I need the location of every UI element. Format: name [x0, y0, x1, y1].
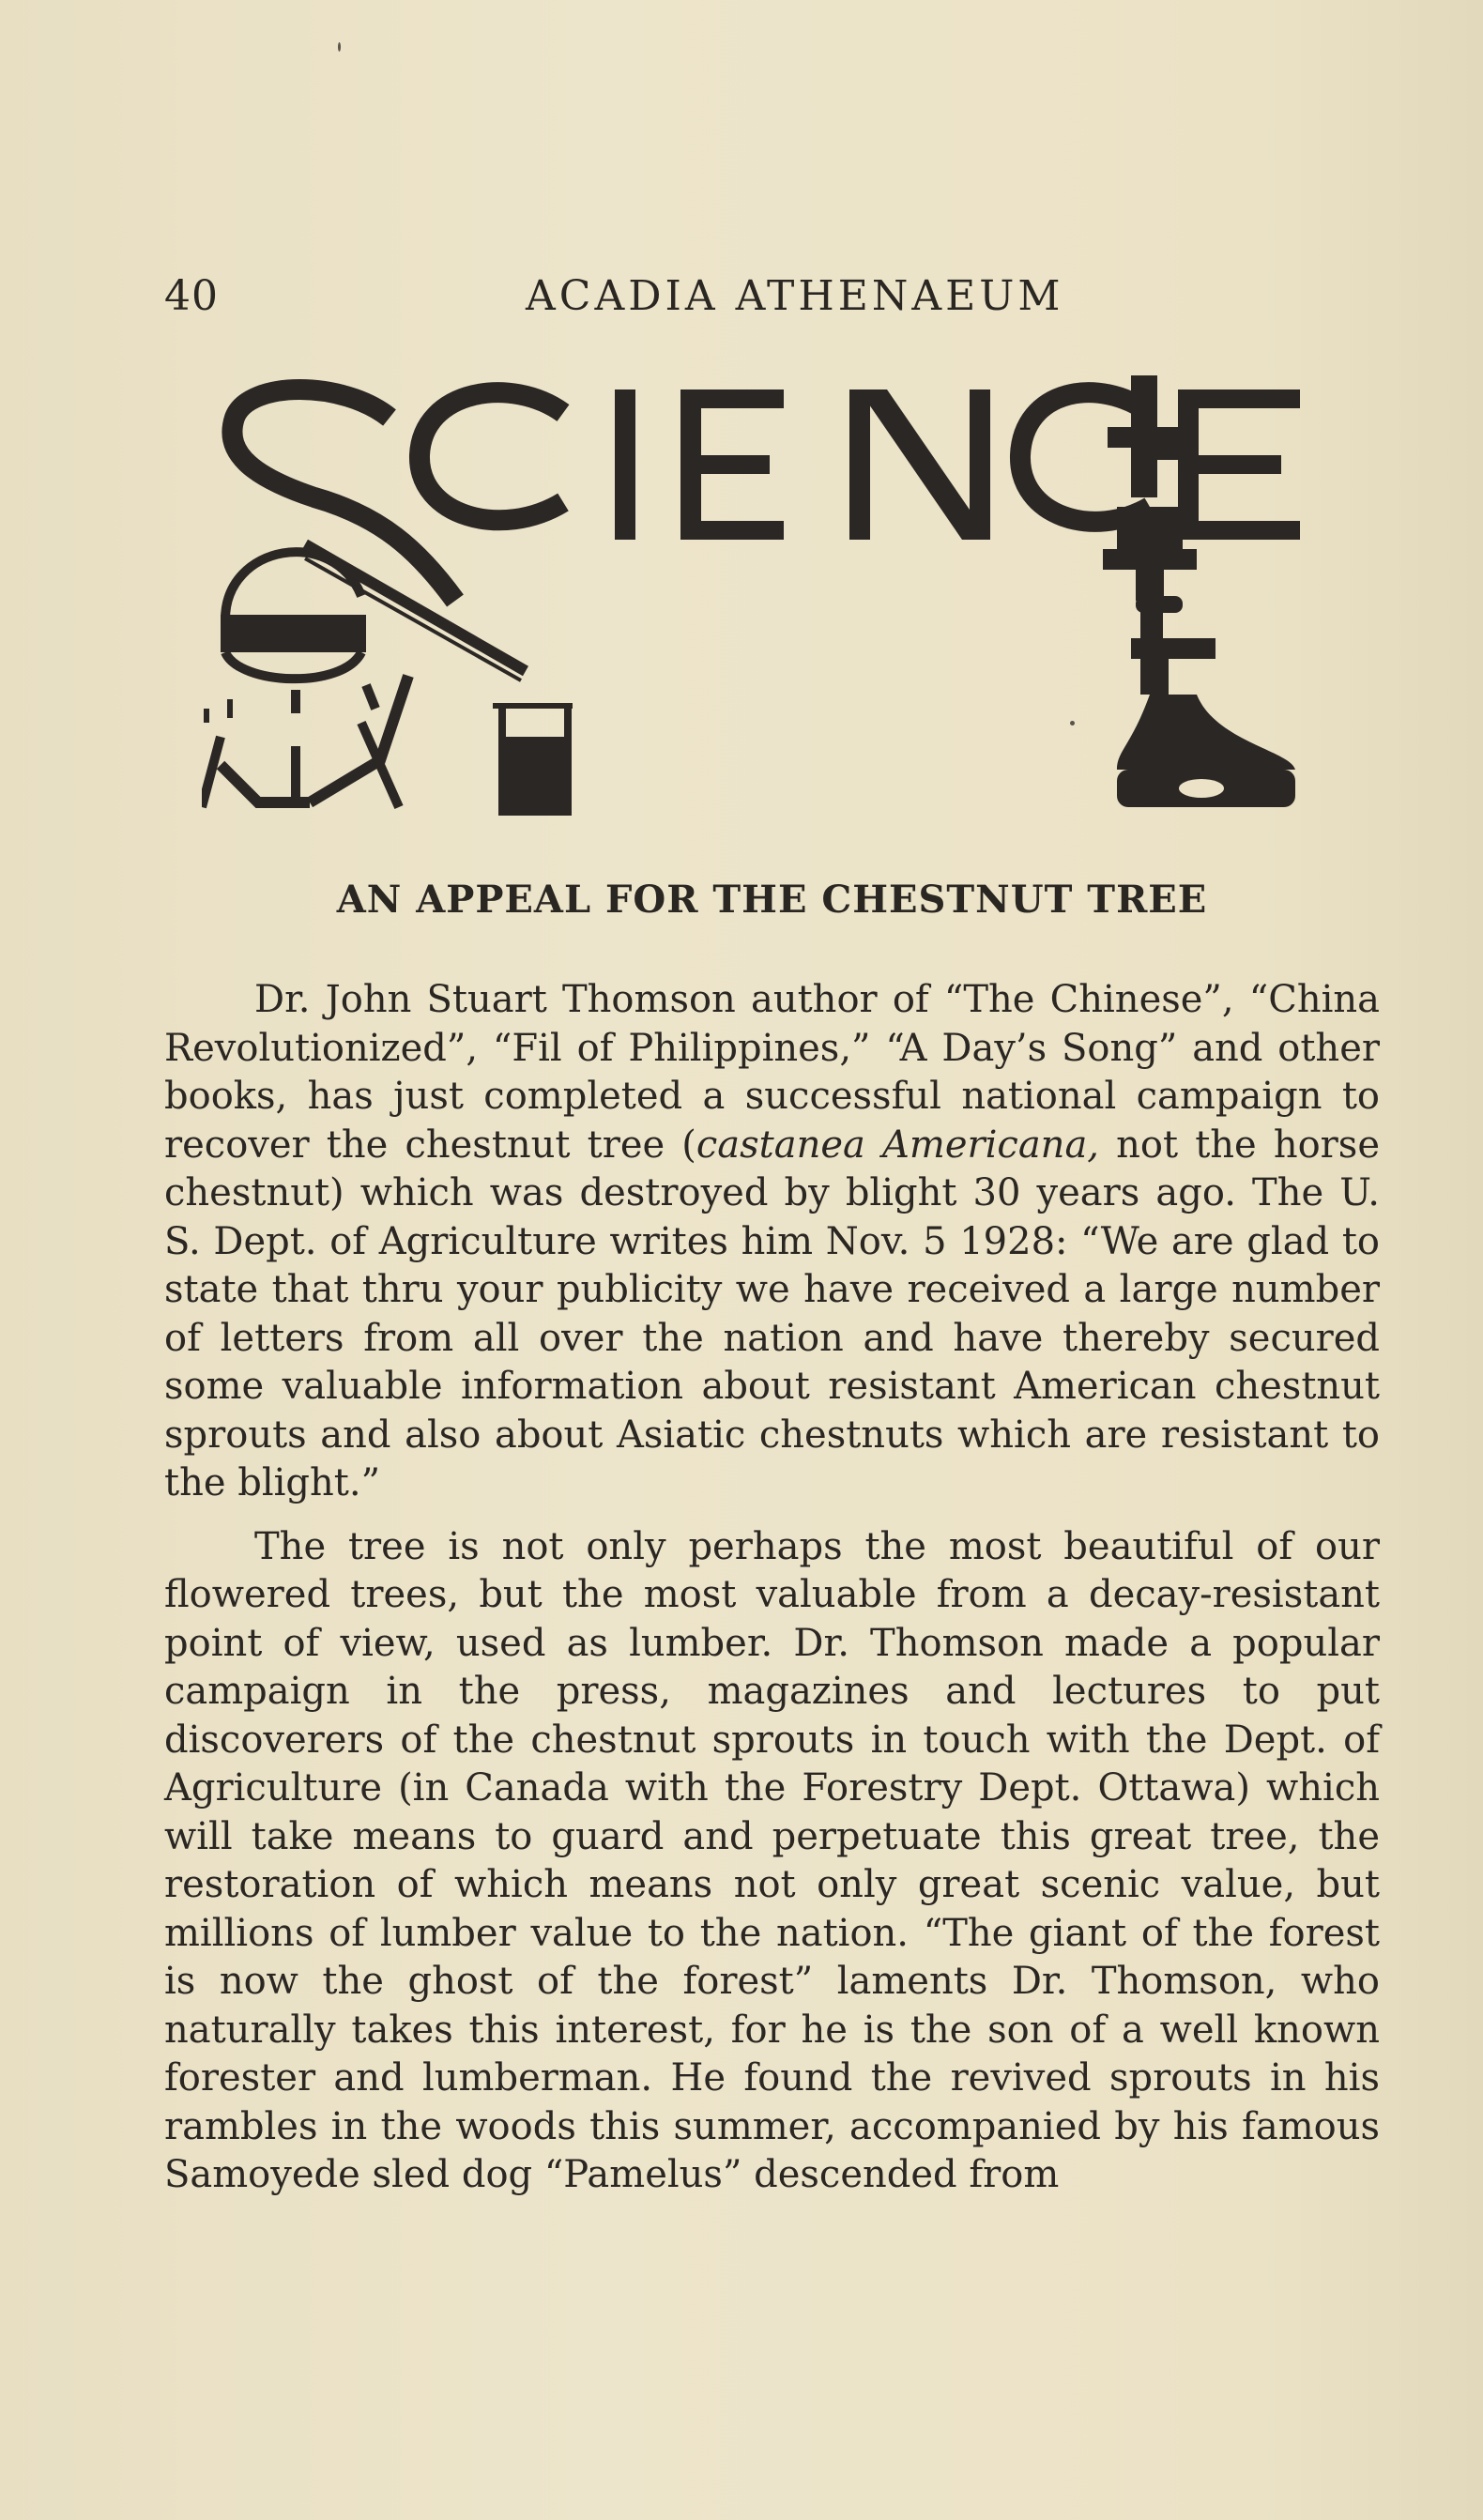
beaker-icon	[493, 706, 573, 812]
paper-speck	[338, 42, 341, 52]
species-name: castanea Americana,	[696, 1123, 1099, 1167]
letter-e2-icon	[1178, 389, 1300, 540]
paragraph	[164, 976, 1380, 1508]
paragraph-text: Dr. John Stuart Thomson author of “The Chinese”, “China Revolutionized”, “Fil of Philippines,” “A Day’s Song” and other books, has just completed a successful national campaign to recover the chestnut tree (	[164, 978, 1380, 1167]
science-banner	[202, 375, 1356, 817]
running-head: ACADIA ATHENAEUM	[526, 272, 1064, 320]
distillation-flask-icon	[221, 544, 526, 680]
article-body	[164, 976, 1380, 2215]
letter-c-icon	[420, 392, 563, 520]
article-title: AN APPEAL FOR THE CHESTNUT TREE	[336, 878, 1208, 922]
paragraph-text: not the horse chestnut) which was destroyed by blight 30 years ago. The U. S. Dept. of Agriculture writes him Nov. 5 1928: “We are glad to state that thru your publicity we have received a large number of letters from all over the nation and have thereby secured some valuable information about resistant American chestnut sprouts and also about Asiatic chestnuts which are resistant to the blight.”	[164, 1123, 1380, 1504]
microscope-icon	[1103, 375, 1295, 807]
letter-e-icon	[680, 389, 784, 540]
letter-i-icon	[615, 389, 635, 540]
paper-speck	[1070, 721, 1075, 725]
tripod-stand-icon	[202, 676, 408, 807]
paragraph: The tree is not only perhaps the most beautiful of our flowered trees, but the most valuable from a decay-resistant point of view, used as lumber. Dr. Thomson made a popular campaign in the press, magazines and lectures to put discoverers of the chestnut sprouts in touch with the Dept. of Agriculture (in Canada with the Forestry Dept. Ottawa) which will take means to guard and perpetuate this great tree, the restoration of which means not only great scenic value, but millions of lumber value to the nation. “The giant of the forest is now the ghost of the forest” laments Dr. Thomson, who naturally takes this interest, for he is the son of a well known forester and lumberman. He found the revived sprouts in his rambles in the woods this summer, accompanied by his famous Samoyede sled dog “Pamelus” descended from	[164, 1524, 1380, 2196]
page-number: 40	[164, 272, 219, 320]
letter-c2-icon	[1020, 392, 1150, 522]
letter-n-icon	[849, 389, 990, 540]
